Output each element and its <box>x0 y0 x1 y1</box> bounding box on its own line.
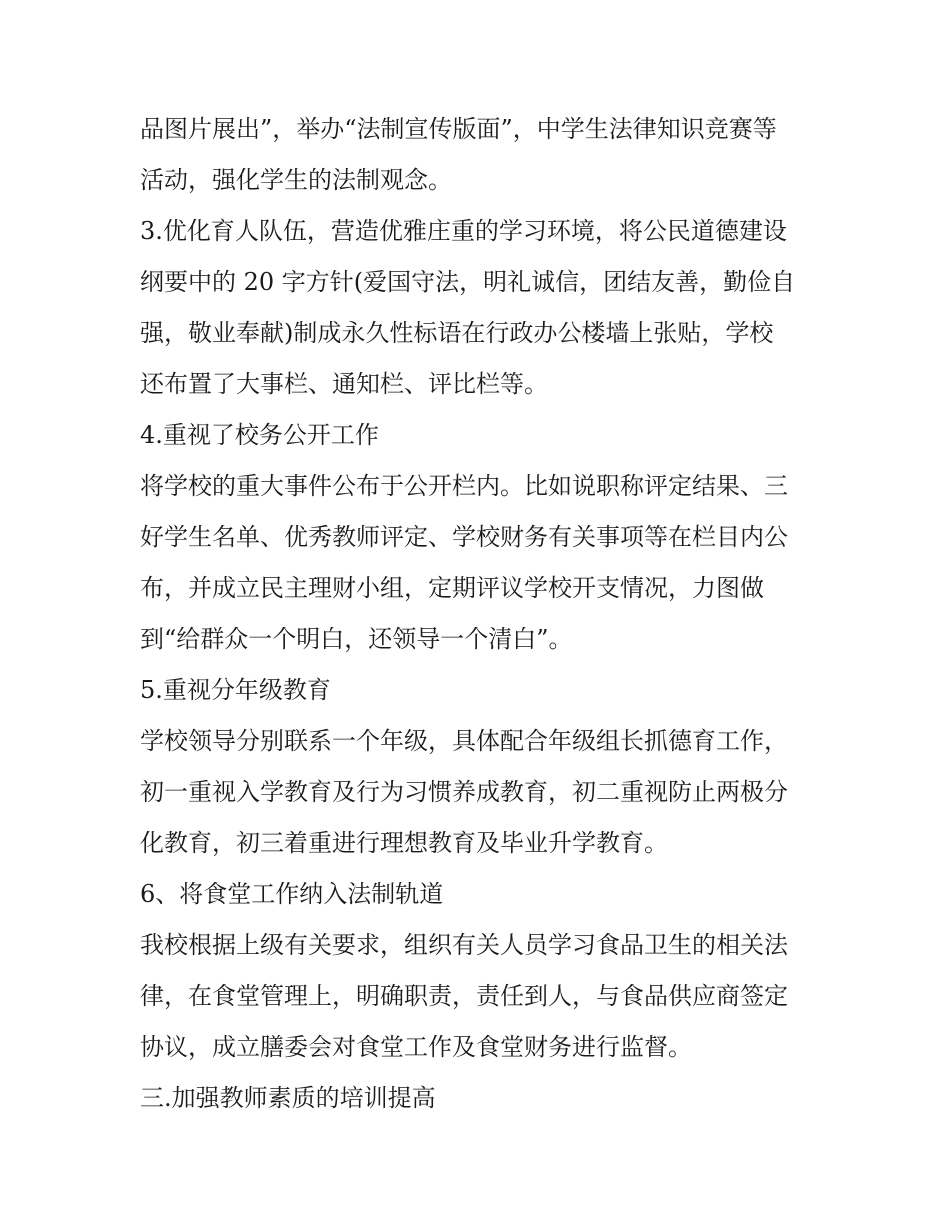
section-heading: 三.加强教师素质的培训提高 <box>140 1084 436 1112</box>
paragraph-line: 律，在食堂管理上，明确职责，责任到人，与食品供应商签定 <box>140 982 788 1010</box>
paragraph-line: 还布置了大事栏、通知栏、评比栏等。 <box>140 370 548 398</box>
paragraph-line: 到“给群众一个明白，还领导一个清白”。 <box>140 625 573 653</box>
paragraph-line: 初一重视入学教育及行为习惯养成教育，初二重视防止两极分 <box>140 778 788 806</box>
paragraph-line: 将学校的重大事件公布于公开栏内。比如说职称评定结果、三 <box>140 472 788 500</box>
paragraph-line: 3.优化育人队伍，营造优雅庄重的学习环境，将公民道德建设 <box>140 217 787 245</box>
section-heading: 4.重视了校务公开工作 <box>140 421 379 449</box>
paragraph-line: 化教育，初三着重进行理想教育及毕业升学教育。 <box>140 829 668 857</box>
paragraph-line: 强，敬业奉献)制成永久性标语在行政办公楼墙上张贴，学校 <box>140 319 774 347</box>
paragraph-line: 协议，成立膳委会对食堂工作及食堂财务进行监督。 <box>140 1033 692 1061</box>
paragraph-line: 布，并成立民主理财小组，定期评议学校开支情况，力图做 <box>140 574 764 602</box>
paragraph-line: 活动，强化学生的法制观念。 <box>140 166 452 194</box>
section-heading: 5.重视分年级教育 <box>140 676 331 704</box>
paragraph-line: 纲要中的 20 字方针(爱国守法，明礼诚信，团结友善，勤俭自 <box>140 268 796 296</box>
section-heading: 6、将食堂工作纳入法制轨道 <box>140 880 444 908</box>
document-body <box>140 104 820 1124</box>
paragraph-line: 好学生名单、优秀教师评定、学校财务有关事项等在栏目内公 <box>140 523 788 551</box>
paragraph-line: 我校根据上级有关要求，组织有关人员学习食品卫生的相关法 <box>140 931 788 959</box>
paragraph-line: 学校领导分别联系一个年级，具体配合年级组长抓德育工作， <box>140 727 788 755</box>
paragraph-line: 品图片展出”，举办“法制宣传版面”，中学生法律知识竞赛等 <box>140 115 777 143</box>
